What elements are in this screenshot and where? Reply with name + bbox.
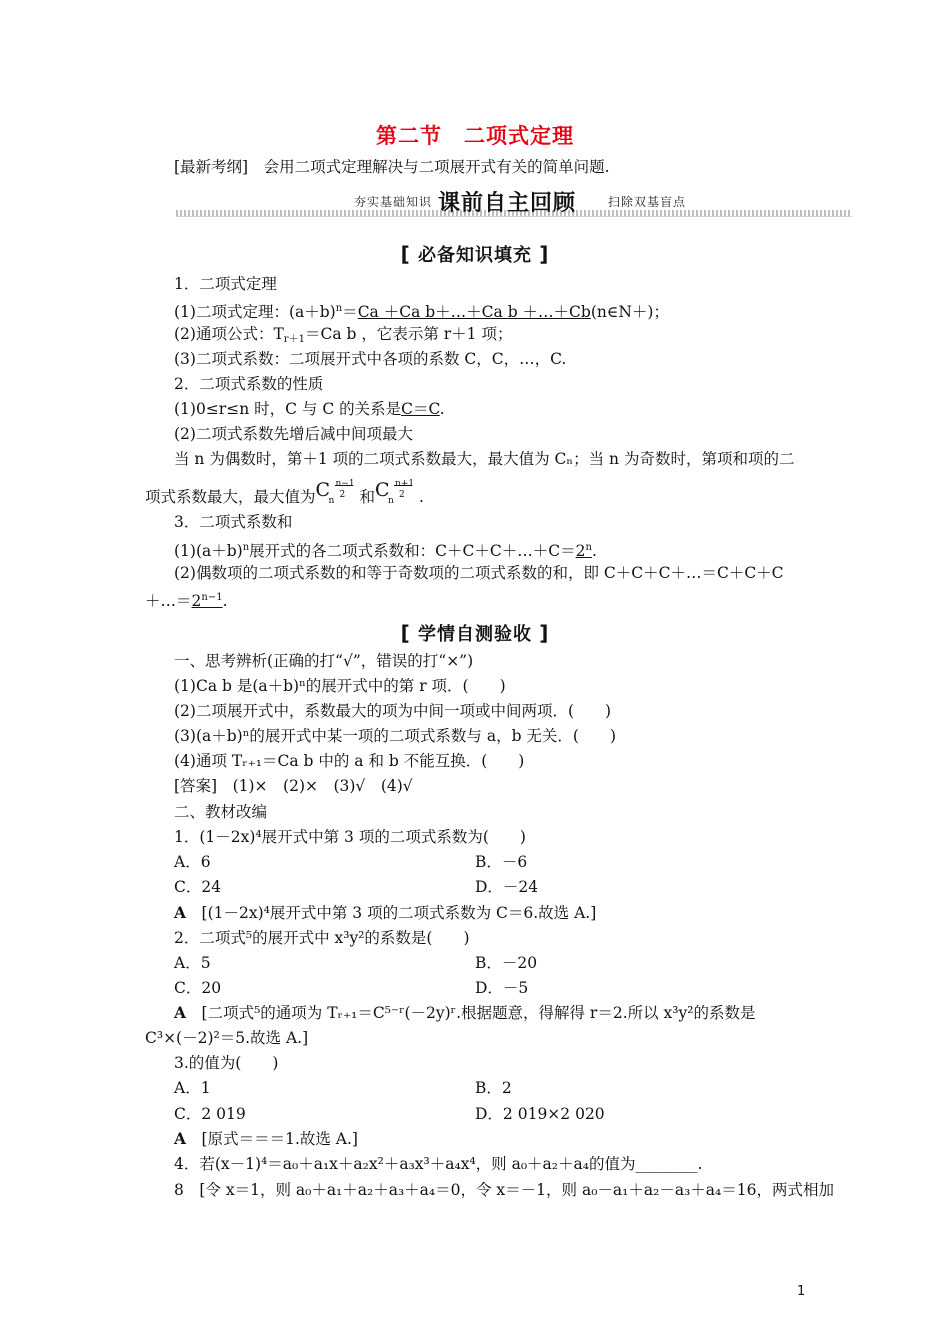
- question-3-option-c: C．2 019: [174, 1105, 246, 1123]
- question-3-solution: A [原式＝＝＝1.故选 A.]: [174, 1129, 358, 1148]
- question-2-option-b: B．－20: [475, 954, 538, 972]
- judgement-item-1: (1)Ca b 是(a＋b)ⁿ的展开式中的第 r 项．( ): [174, 677, 506, 695]
- heading-binomial-theorem: 1．二项式定理: [174, 275, 277, 293]
- property-maximum-line2: 项式系数最大，最大值为 C n n−1 2 和 C n n+1 2 .: [145, 479, 424, 506]
- property-maximum-line1: 当 n 为偶数时，第＋1 项的二项式系数最大，最大值为 Cₙ；当 n 为奇数时，第项和项的二: [174, 450, 795, 468]
- question-2-option-d: D．－5: [475, 979, 529, 997]
- question-2-option-a: A．5: [174, 954, 211, 972]
- combination-n-plus-1: C n n+1 2: [375, 479, 415, 506]
- page-number: 1: [797, 1284, 806, 1299]
- question-2-solution-line1: A [二项式⁵的通项为 Tᵣ₊₁＝C⁵⁻ʳ(－2y)ʳ.根据题意，得解得 r＝2.所以 x³y²的系数是: [174, 1003, 756, 1022]
- page-title: [0, 120, 950, 150]
- heading-coefficient-properties: 2．二项式系数的性质: [174, 375, 324, 393]
- section-banner: [176, 190, 852, 218]
- question-1-solution: A [(1－2x)⁴展开式中第 3 项的二项式系数为 C＝6.故选 A.]: [174, 903, 597, 922]
- question-1-option-a: A．6: [174, 853, 211, 871]
- syllabus-line: [最新考纲] 会用二项式定理解决与二项展开式有关的简单问题.: [174, 158, 610, 176]
- question-3-option-b: B．2: [475, 1079, 512, 1097]
- banner-right-text: 扫除双基盲点: [608, 195, 687, 209]
- even-odd-sum-line2: $+\dots=2^{n-1}$.: [145, 592, 228, 610]
- judgement-item-2: (2)二项展开式中，系数最大的项为中间一项或中间两项．( ): [174, 702, 612, 720]
- title-topic: 二项式定理: [464, 124, 574, 148]
- question-1-option-b: B．－6: [475, 853, 528, 871]
- property-symmetry: (1)0≤r≤n 时，C 与 C 的关系是C＝C.: [174, 400, 445, 418]
- combination-n-minus-1: C n n−1 2: [315, 479, 355, 506]
- judgement-item-4: (4)通项 Tᵣ₊₁＝Ca b 中的 a 和 b 不能互换．( ): [174, 752, 525, 770]
- banner-main-text: 课前自主回顾: [438, 191, 577, 216]
- coefficient-sum-formula: $(1)(a+b)^n$展开式的各二项式系数和：$C+C+C+\dots+C=2^n$.: [174, 542, 597, 560]
- section-heading-knowledge: [ 必备知识填充 ]: [400, 242, 550, 266]
- judgement-answers: [答案] (1)× (2)× (3)√ (4)√: [174, 777, 413, 795]
- property-monotonic: (2)二项式系数先增后减中间项最大: [174, 425, 413, 443]
- judgement-heading: 一、思考辨析(正确的打“√”，错误的打“×”): [174, 652, 474, 670]
- question-3-option-a: A．1: [174, 1079, 211, 1097]
- question-1-option-c: C．24: [174, 878, 222, 896]
- title-section-number: 第二节: [376, 124, 442, 148]
- question-2: 2．二项式⁵的展开式中 x³y²的系数是( ): [174, 929, 470, 947]
- question-3: 3.的值为( ): [174, 1054, 279, 1072]
- general-term-formula: (2)通项公式：$T_{r+1}=Ca$ b ，它表示第 r＋1 项；: [174, 325, 513, 345]
- question-1: 1．(1－2x)⁴展开式中第 3 项的二项式系数为( ): [174, 828, 526, 846]
- question-4: 4．若(x－1)⁴＝a₀＋a₁x＋a₂x²＋a₃x³＋a₄x⁴，则 a₀＋a₂＋a₄的值为________.: [174, 1155, 703, 1173]
- question-2-solution-line2: C³×(－2)²＝5.故选 A.]: [145, 1029, 309, 1047]
- heading-coefficient-sum: 3．二项式系数和: [174, 513, 293, 531]
- question-3-option-d: D．2 019×2 020: [475, 1105, 605, 1123]
- textbook-heading: 二、教材改编: [174, 803, 268, 821]
- section-heading-selftest: [ 学情自测验收 ]: [400, 621, 550, 645]
- binomial-coefficient-text: (3)二项式系数：二项展开式中各项的系数 C，C，…，C.: [174, 350, 567, 368]
- binomial-theorem-formula: (1)二项式定理：$(a+b)^n=Ca +Ca$ b＋…＋Ca b ＋…＋Cb(n∈N＋)；: [174, 303, 669, 321]
- judgement-item-3: (3)(a＋b)ⁿ的展开式中某一项的二项式系数与 a，b 无关．( ): [174, 727, 617, 745]
- question-4-solution: 8 [令 x＝1，则 a₀＋a₁＋a₂＋a₃＋a₄＝0，令 x＝－1，则 a₀－a₁＋a₂－a₃＋a₄＝16，两式相加: [174, 1181, 834, 1199]
- banner-left-text: 夯实基础知识: [354, 195, 433, 209]
- even-odd-sum-line1: (2)偶数项的二项式系数的和等于奇数项的二项式系数的和，即 C＋C＋C＋…＝C＋C＋C: [174, 564, 784, 582]
- question-1-option-d: D．－24: [475, 878, 539, 896]
- question-2-option-c: C．20: [174, 979, 222, 997]
